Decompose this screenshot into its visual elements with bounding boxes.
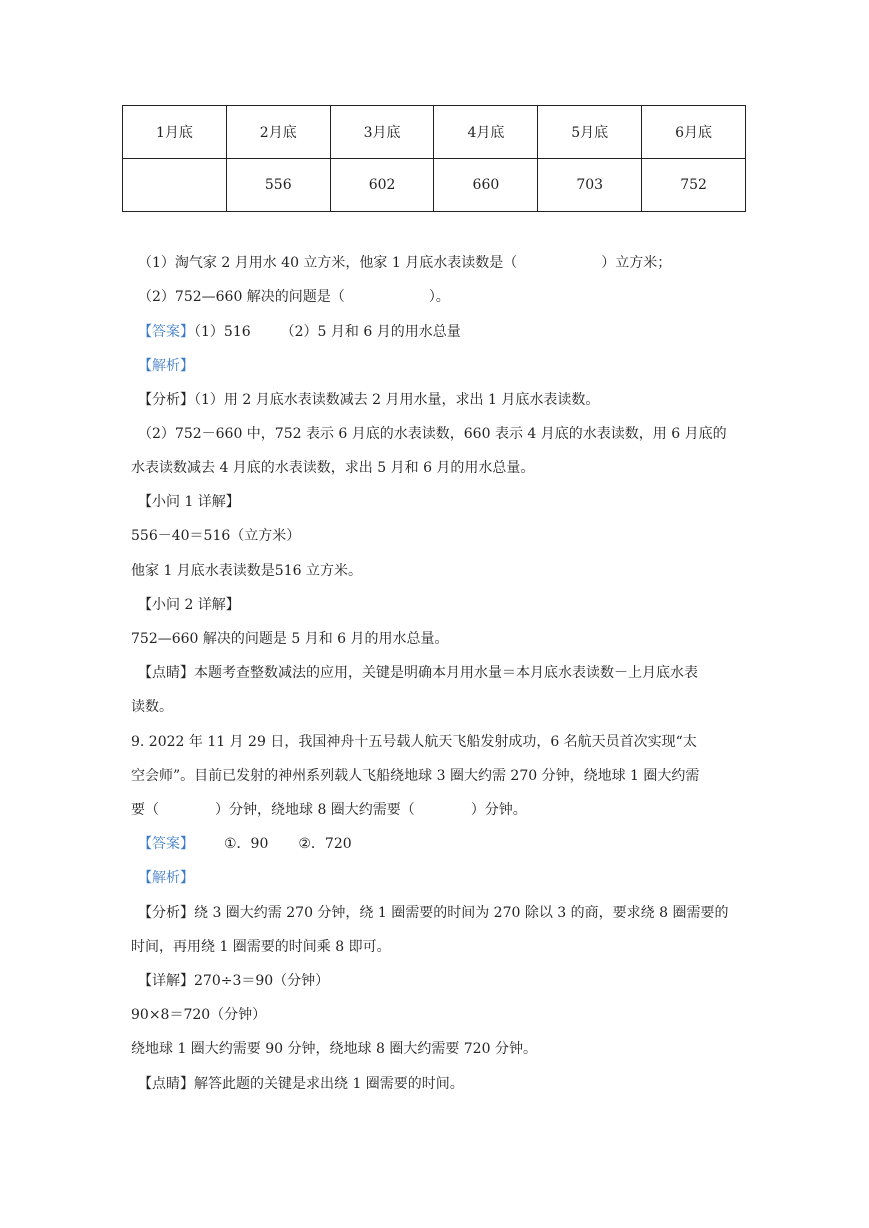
q8-sub1-calc: 556－40＝516（立方米） xyxy=(131,528,301,544)
q8-part1-text: （1）淘气家 2 月用水 40 立方米，他家 1 月底水表读数是（ xyxy=(138,255,518,271)
q8-answer-2: （2）5 月和 6 月的用水总量 xyxy=(280,324,461,340)
table-value-cell: 703 xyxy=(538,159,642,212)
q8-sub2-title: 【小问 2 详解】 xyxy=(138,597,240,613)
q8-part2 xyxy=(138,287,450,307)
q9-fenxi-1: 【分析】绕 3 圈大约需 270 分钟，绕 1 圈需要的时间为 270 除以 3 的商，要求绕 8 圈需要的 xyxy=(138,905,729,921)
q9-line-2: 空会师”。目前已发射的神州系列载人飞船绕地球 3 圈大约需 270 分钟，绕地球 1 圈大约需 xyxy=(131,768,700,784)
table-value-cell: 556 xyxy=(226,159,330,212)
q8-part1-end: ）立方米； xyxy=(601,255,672,271)
q8-answer-1: （1）516 xyxy=(194,324,251,340)
q8-fenxi-2: （2）752－660 中，752 表示 6 月底的水表读数，660 表示 4 月底的水表读数，用 6 月底的 xyxy=(138,426,727,442)
q9-line-3 xyxy=(131,800,527,820)
q9-detail-3: 绕地球 1 圈大约需要 90 分钟，绕地球 8 圈大约需要 720 分钟。 xyxy=(131,1041,537,1057)
q9-line-3-c: ）分钟。 xyxy=(470,802,527,818)
q9-detail-1: 【详解】270÷3＝90（分钟） xyxy=(138,973,330,989)
q8-sub2-text: 752—660 解决的问题是 5 月和 6 月的用水总量。 xyxy=(131,631,449,647)
answer-label: 【答案】 xyxy=(138,324,194,340)
q8-answer xyxy=(138,322,461,342)
table-header-cell: 2月底 xyxy=(226,106,330,159)
q9-line-3-b: ）分钟，绕地球 8 圈大约需要（ xyxy=(215,802,415,818)
table-value-cell: 660 xyxy=(434,159,538,212)
table-header-cell: 6月底 xyxy=(642,106,746,159)
q9-answer-1: ①．90 xyxy=(224,836,269,852)
table-header-cell: 3月底 xyxy=(330,106,434,159)
q9-jiexi-label: 【解析】 xyxy=(138,870,194,886)
table-value-cell: 752 xyxy=(642,159,746,212)
q9-detail-2: 90×8＝720（分钟） xyxy=(131,1007,267,1023)
q8-dianjing-1: 【点睛】本题考查整数减法的应用，关键是明确本月用水量＝本月底水表读数－上月底水表 xyxy=(138,665,698,681)
q9-line-3-a: 要（ xyxy=(131,802,159,818)
q8-part2-text: （2）752—660 解决的问题是（ xyxy=(138,289,345,305)
q8-jiexi-label: 【解析】 xyxy=(138,358,194,374)
q9-line-1: 9. 2022 年 11 月 29 日，我国神舟十五号载人航天飞船发射成功，6 名航天员首次实现“太 xyxy=(131,734,697,750)
q8-part1 xyxy=(138,253,671,273)
q8-sub1-text: 他家 1 月底水表读数是516 立方米。 xyxy=(131,563,362,579)
q8-fenxi-1 xyxy=(138,390,599,410)
q8-dianjing-2: 读数。 xyxy=(131,699,173,715)
q8-sub1-title: 【小问 1 详解】 xyxy=(138,494,240,510)
table-header-cell: 1月底 xyxy=(123,106,227,159)
table-header-row xyxy=(123,106,746,159)
table-value-row xyxy=(123,159,746,212)
water-meter-table xyxy=(122,105,746,212)
q9-answer-2: ②．720 xyxy=(298,836,352,852)
fenxi-label: 【分析】 xyxy=(138,392,194,408)
q9-answer xyxy=(138,834,352,854)
table-header-cell: 5月底 xyxy=(538,106,642,159)
q8-fenxi-1-text: （1）用 2 月底水表读数减去 2 月用水量，求出 1 月底水表读数。 xyxy=(194,392,600,408)
q8-part2-end: ）。 xyxy=(428,289,450,305)
table-header-cell: 4月底 xyxy=(434,106,538,159)
table-value-cell xyxy=(123,159,227,212)
q9-dianjing: 【点睛】解答此题的关键是求出绕 1 圈需要的时间。 xyxy=(138,1076,464,1092)
q9-fenxi-2: 时间，再用绕 1 圈需要的时间乘 8 即可。 xyxy=(131,939,391,955)
q8-fenxi-3: 水表读数减去 4 月底的水表读数，求出 5 月和 6 月的用水总量。 xyxy=(131,460,535,476)
answer-label: 【答案】 xyxy=(138,836,194,852)
table-value-cell: 602 xyxy=(330,159,434,212)
